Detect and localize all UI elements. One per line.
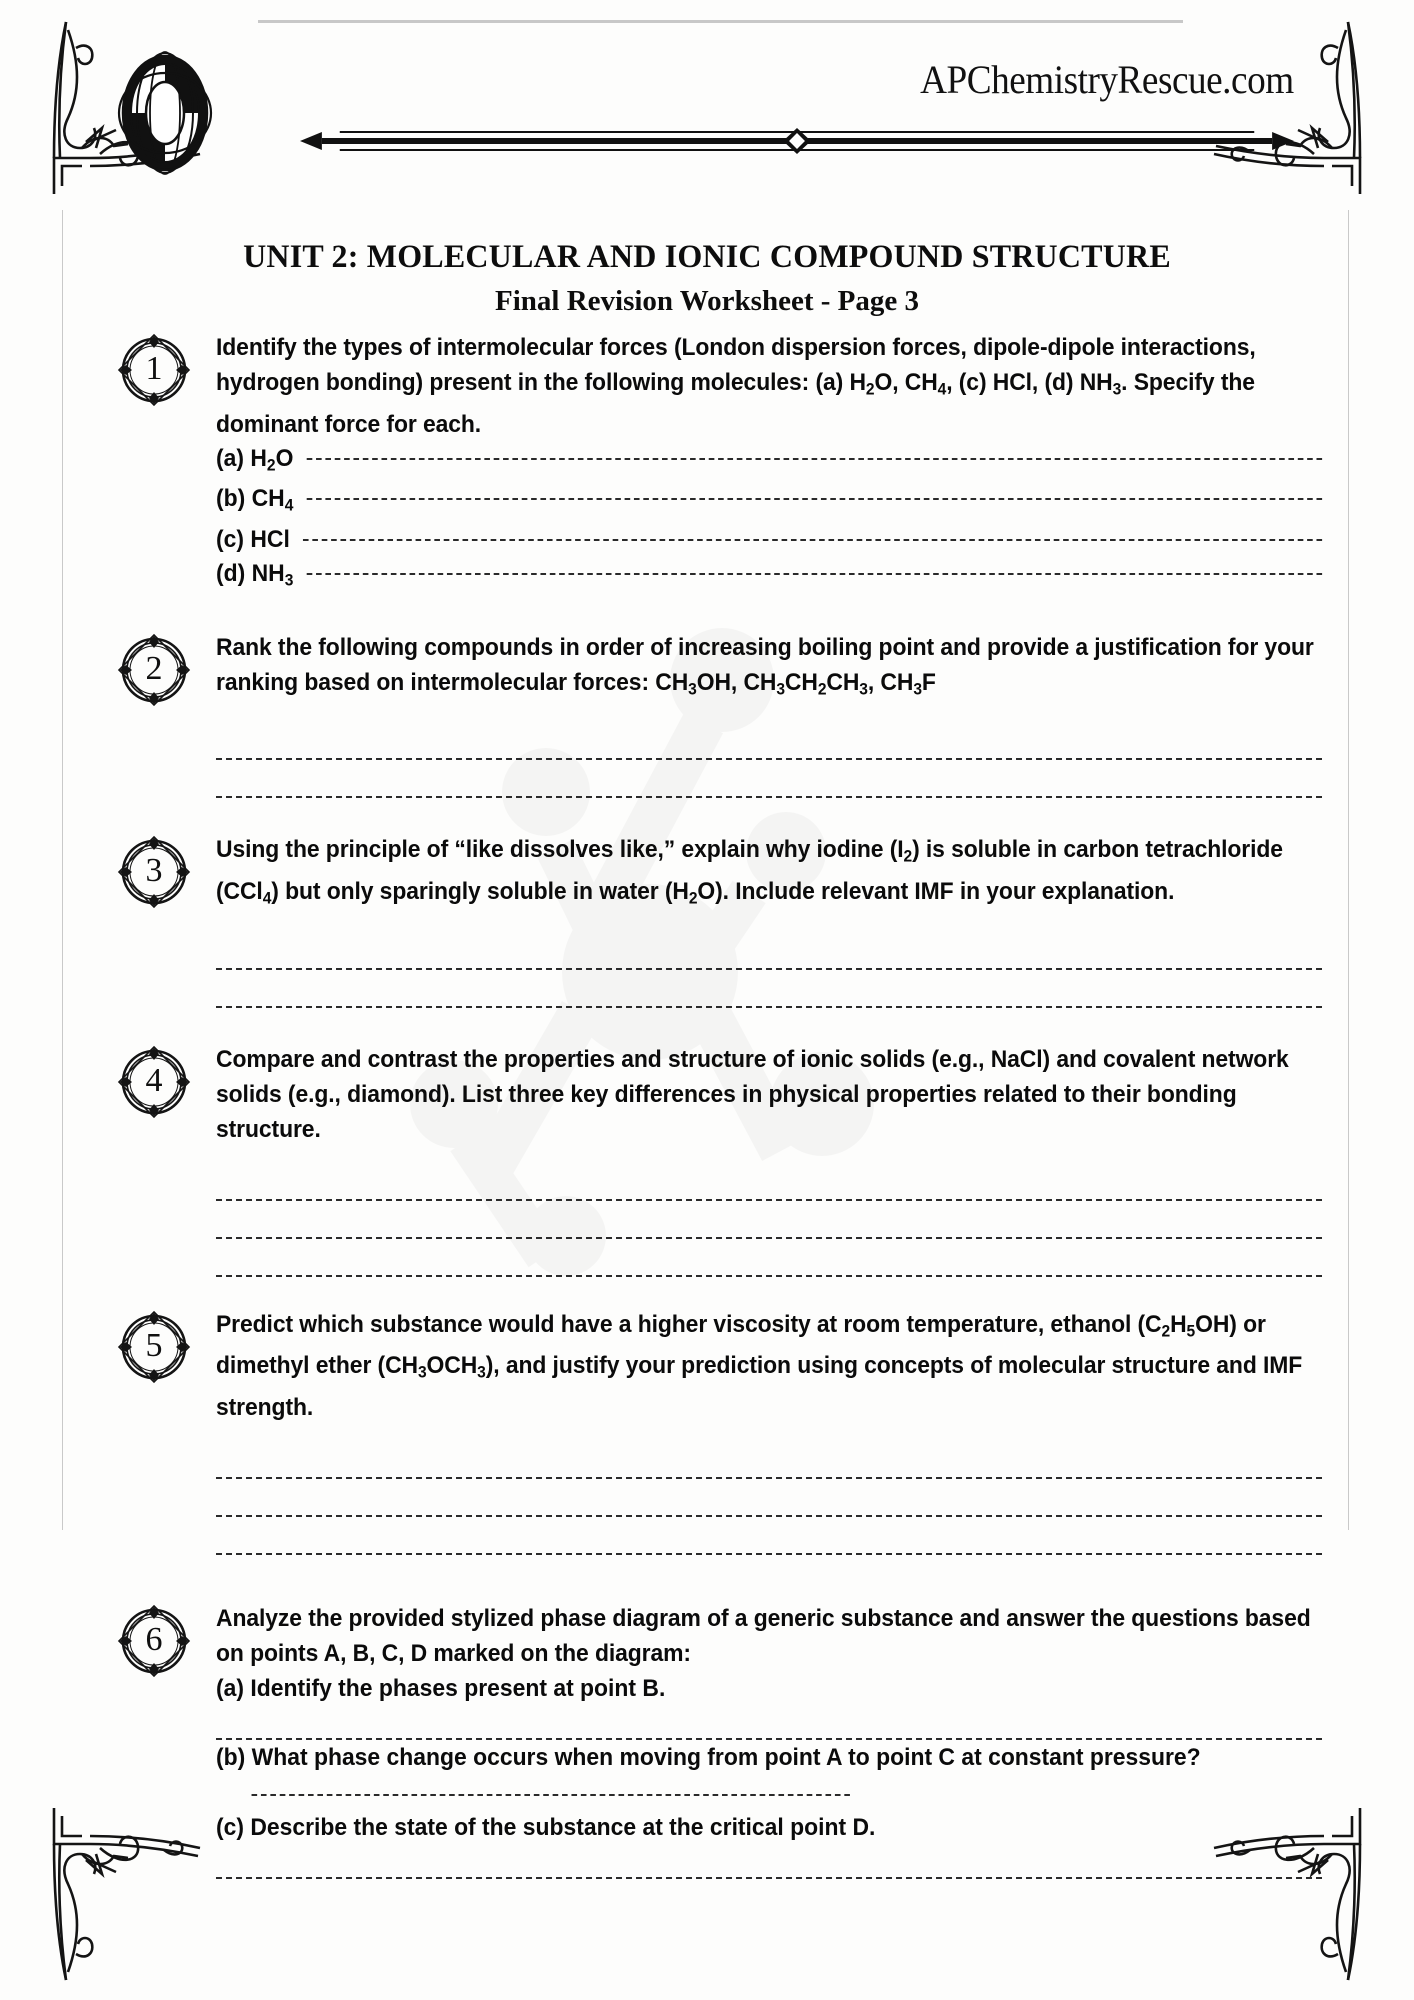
question-number: 5 xyxy=(145,1326,163,1364)
answer-line[interactable] xyxy=(216,1517,1322,1555)
question-number-badge xyxy=(116,1603,192,1679)
answer-line[interactable] xyxy=(216,1706,1322,1740)
question-number-badge xyxy=(116,332,192,408)
question-text: Predict which substance would have a higher viscosity at room temperature, ethanol $(C_2H_5OH)$ or dimethyl ether $(CH_3OCH_3)$, and justify your prediction using concepts of molecular structure and IMF strength. xyxy=(216,1310,1303,1421)
answer-line[interactable] xyxy=(216,932,1322,970)
answer-line[interactable] xyxy=(216,1163,1322,1201)
subitem-row xyxy=(216,482,1322,523)
question-text: Rank the following compounds in order of increasing boiling point and provide a justification for your ranking based on intermolecular forces: $CH_3OH$, $CH_3CH_2CH_3$, $CH_3F$ xyxy=(216,633,1314,699)
question-text: Analyze the provided stylized phase diagram of a generic substance and answer the questions based on points A, B, C, D marked on the diagram: xyxy=(216,1604,1311,1667)
subitem-label: (d) $NH_3$ xyxy=(216,559,294,590)
question-2 xyxy=(0,630,1414,799)
question-5 xyxy=(0,1307,1414,1555)
question-number-badge xyxy=(116,632,192,708)
answer-line[interactable] xyxy=(216,1441,1322,1479)
subquestion-b: (b) What phase change occurs when moving from point A to point C at constant pressure? xyxy=(216,1740,1322,1810)
question-number: 1 xyxy=(145,350,163,387)
answer-line[interactable] xyxy=(216,970,1322,1008)
answer-line[interactable] xyxy=(216,722,1322,760)
subitem-row xyxy=(216,557,1322,598)
answer-line[interactable] xyxy=(303,539,1323,541)
question-number-badge xyxy=(116,1044,192,1120)
question-3 xyxy=(0,832,1414,1007)
subitem-label: (c) HCl xyxy=(216,525,290,553)
site-brand: APChemistryRescue.com xyxy=(920,57,1294,102)
answer-line[interactable] xyxy=(216,1479,1322,1517)
question-text: Using the principle of “like dissolves like,” explain why iodine $(I_2)$ is soluble in carbon tetrachloride (CCl$_4$) but only sparingly soluble in water $(H_2O)$. Include relevant IMF in your explanation. xyxy=(216,836,1283,908)
question-number: 2 xyxy=(145,649,163,687)
subitem-row xyxy=(216,523,1322,557)
question-6 xyxy=(0,1601,1414,1879)
question-number-badge xyxy=(116,1309,192,1385)
question-text: Compare and contrast the properties and structure of ionic solids (e.g., NaCl) and covalent network solids (e.g., diamond). List three key differences in physical properties related to their bonding structure. xyxy=(216,1045,1289,1143)
answer-line[interactable] xyxy=(252,1794,850,1796)
lifebuoy-logo-icon xyxy=(100,48,230,178)
ornamental-divider-icon xyxy=(300,128,1294,154)
answer-line[interactable] xyxy=(216,1201,1322,1239)
answer-line[interactable] xyxy=(306,498,1322,500)
question-number: 3 xyxy=(145,852,163,890)
subitem-row xyxy=(216,442,1322,483)
page-header xyxy=(0,0,1414,190)
subquestion-c: (c) Describe the state of the substance at the critical point D. xyxy=(216,1813,876,1841)
question-number: 6 xyxy=(145,1620,163,1658)
answer-line[interactable] xyxy=(306,458,1322,460)
answer-line[interactable] xyxy=(306,573,1322,575)
subitem-label: (b) $CH_4$ xyxy=(216,485,294,515)
question-text: Identify the types of intermolecular forces (London dispersion forces, dipole-dipole interactions, hydrogen bonding) present in the following molecules: (a) $H_2O$, $CH_4$, (c) HCl, (d) $NH_3$. Specify the dominant force for each. xyxy=(216,334,1256,438)
page-title: UNIT 2: MOLECULAR AND IONIC COMPOUND STRUCTURE xyxy=(243,239,1171,275)
answer-line[interactable] xyxy=(216,1845,1322,1879)
answer-line[interactable] xyxy=(216,1239,1322,1277)
answer-line[interactable] xyxy=(216,760,1322,798)
page-subtitle: Final Revision Worksheet - Page 3 xyxy=(495,285,919,317)
questions-list xyxy=(0,330,1414,1889)
subquestion-a: (a) Identify the phases present at point B. xyxy=(216,1674,666,1702)
question-4 xyxy=(0,1042,1414,1277)
subitem-label: (a) $H_2O$ xyxy=(216,444,294,475)
question-number-badge xyxy=(116,834,192,910)
question-number: 4 xyxy=(145,1061,163,1099)
question-1 xyxy=(0,330,1414,598)
